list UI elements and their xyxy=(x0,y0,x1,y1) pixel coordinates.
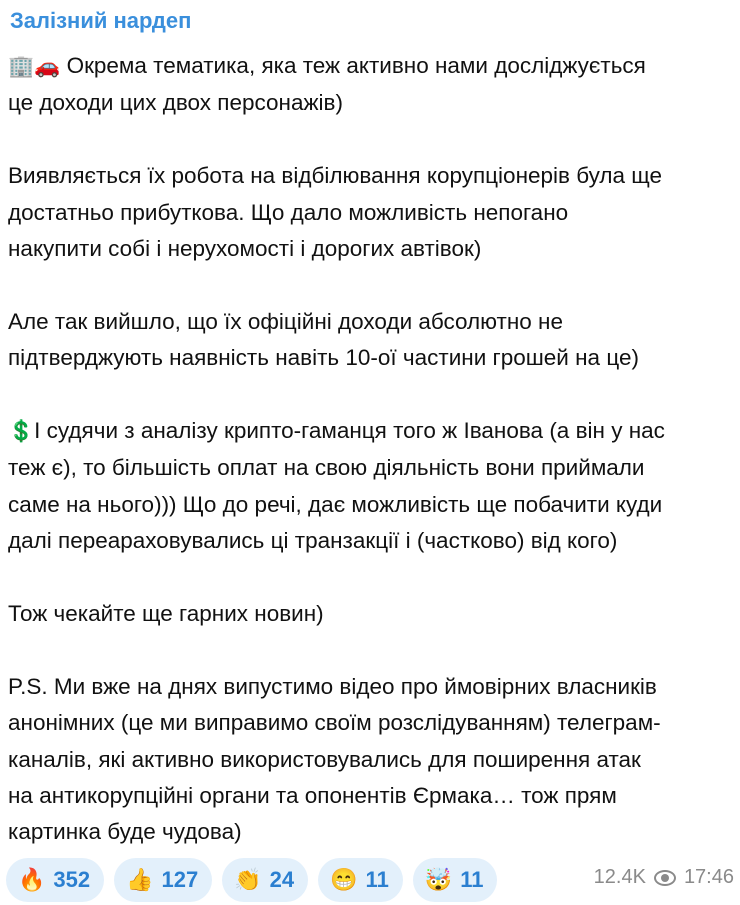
paragraph xyxy=(8,669,732,851)
text-line: анонімних (це ми виправимо своїм розслідуванням) телеграм- xyxy=(8,710,661,736)
channel-name[interactable]: Залізний нардеп xyxy=(10,8,192,33)
fire-icon: 🔥 xyxy=(18,867,46,892)
building-car-emoji-icon: 🏢🚗 xyxy=(8,55,61,78)
reaction-grin[interactable] xyxy=(318,858,403,902)
grinning-face-icon: 😁 xyxy=(330,867,358,892)
reaction-count: 352 xyxy=(53,867,91,892)
paragraph xyxy=(8,158,732,267)
message-text xyxy=(8,48,732,851)
text-line: достатньо прибуткова. Що дало можливість непогано xyxy=(8,199,569,225)
text-line: накупити собі і нерухомості і дорогих автівок) xyxy=(8,236,482,262)
text-line: Тож чекайте ще гарних новин) xyxy=(8,601,324,627)
reaction-fire[interactable] xyxy=(6,858,104,902)
reaction-mind-blown[interactable] xyxy=(413,858,498,902)
text-line: теж є), то більшість оплат на свою діяльність вони приймали xyxy=(8,455,645,481)
text-line: Окрема тематика, яка теж активно нами досліджується xyxy=(66,53,646,78)
text-line: Виявляється їх робота на відбілювання корупціонерів була ще xyxy=(8,163,663,189)
text-line: саме на нього))) Що до речі, дає можливість ще побачити куди xyxy=(8,491,663,517)
text-line: це доходи цих двох персонажів) xyxy=(8,90,343,116)
text-line: P.S. Ми вже на днях випустимо відео про ймовірних власників xyxy=(8,673,657,699)
reactions-bar xyxy=(6,858,497,902)
message-time: 17:46 xyxy=(683,866,734,888)
text-line: І судячи з аналізу крипто-гаманця того ж Іванова (а він у нас xyxy=(34,418,665,444)
text-line: каналів, які активно використовувались для поширення атак xyxy=(8,746,641,772)
reaction-count: 24 xyxy=(269,867,295,892)
dollar-emoji-icon: 💲 xyxy=(8,420,35,444)
text-line: далі переараховувались ці транзакції і (частково) від кого) xyxy=(8,528,618,554)
message-meta xyxy=(594,866,734,889)
text-line: картинка буде чудова) xyxy=(8,819,242,845)
reaction-count: 11 xyxy=(365,867,389,892)
thumbs-up-icon: 👍 xyxy=(126,867,154,892)
text-line: підтверджують наявність навіть 10-ої частини грошей на це) xyxy=(8,345,639,371)
paragraph xyxy=(8,304,732,377)
reaction-count: 127 xyxy=(161,867,199,892)
view-count: 12.4K xyxy=(593,866,646,888)
text-line: Але так вийшло, що їх офіційні доходи абсолютно не xyxy=(8,308,563,334)
clapping-hands-icon: 👏 xyxy=(234,867,262,892)
exploding-head-icon: 🤯 xyxy=(424,867,453,892)
reaction-thumbs-up[interactable] xyxy=(114,858,212,902)
paragraph xyxy=(8,596,732,632)
eye-icon xyxy=(654,870,676,886)
reaction-count: 11 xyxy=(460,867,484,892)
text-line: на антикорупційні органи та опонентів Єрмака… тож прям xyxy=(8,783,617,809)
reaction-clap[interactable] xyxy=(222,858,308,902)
paragraph xyxy=(8,48,732,122)
paragraph xyxy=(8,413,732,560)
